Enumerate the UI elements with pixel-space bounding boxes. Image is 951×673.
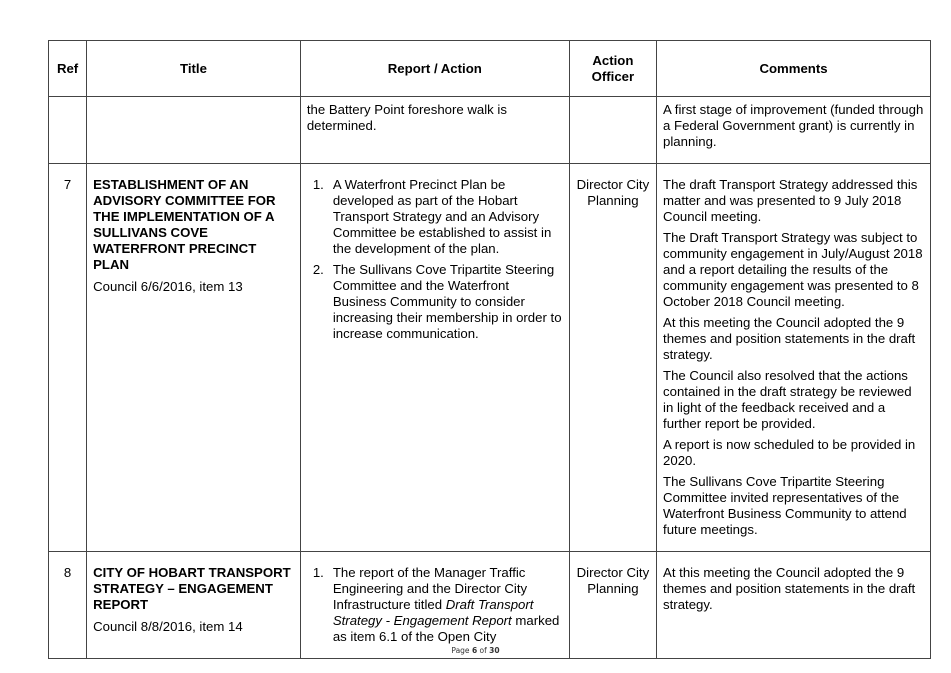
row-officer-cell <box>569 552 656 659</box>
row-title-cell <box>87 552 301 659</box>
action-item: 2. The Sullivans Cove Tripartite Steering Committee and the Waterfront Business Community to consider increasing their membership in order to increase communication. <box>312 262 562 341</box>
row-officer-cell <box>569 164 656 552</box>
action-item: 1. The report of the Manager Traffic Engineering and the Director City Infrastructure titled Draft Transport Strategy - Engagement Report marked as item 6.1 of the Open City <box>312 565 560 644</box>
action-text: the Battery Point foreshore walk is determined. <box>306 102 507 133</box>
comment-paragraph: The Sullivans Cove Tripartite Steering Committee invited representatives of the Waterfront Business Community to attend future meetings. <box>663 474 907 537</box>
comment-paragraph: A report is now scheduled to be provided in 2020. <box>663 437 916 468</box>
table-header-row <box>49 41 931 97</box>
row-title-cell <box>87 97 301 164</box>
action-officer: Director City Planning <box>576 177 650 208</box>
row-title-cell <box>87 164 301 552</box>
ref-number: 8 <box>63 565 72 580</box>
row-ref-cell <box>49 164 87 552</box>
item-title: ESTABLISHMENT OF AN ADVISORY COMMITTEE FOR THE IMPLEMENTATION OF A SULLIVANS COVE WATERFRONT PRECINCT PLAN <box>93 177 276 272</box>
ref-number: 7 <box>63 177 72 192</box>
row-ref-cell <box>49 552 87 659</box>
item-title: CITY OF HOBART TRANSPORT STRATEGY – ENGAGEMENT REPORT <box>93 565 291 612</box>
header-ref: Ref <box>49 41 87 97</box>
item-council-ref: Council 6/6/2016, item 13 <box>93 279 243 294</box>
header-action-officer: Action Officer <box>569 41 656 97</box>
row-report-cell <box>300 164 569 552</box>
comment-paragraph: The draft Transport Strategy addressed this matter and was presented to 9 July 2018 Council meeting. <box>663 177 918 224</box>
page-number-footer: Page 6 of 30 <box>451 646 500 655</box>
action-list <box>307 177 563 342</box>
comment-paragraph: A first stage of improvement (funded through a Federal Government grant) is currently in planning. <box>663 102 924 149</box>
comment-paragraph: The Council also resolved that the actions contained in the draft strategy be reviewed in light of the feedback received and a further report be provided. <box>663 368 912 431</box>
row-comments-cell <box>657 552 931 659</box>
comment-paragraph: At this meeting the Council adopted the 9 themes and position statements in the draft strategy. <box>663 315 916 362</box>
action-item: 1. A Waterfront Precinct Plan be developed as part of the Hobart Transport Strategy and an Advisory Committee be established to assist in the development of the plan. <box>312 177 552 256</box>
row-report-cell <box>300 552 569 659</box>
header-comments: Comments <box>657 41 931 97</box>
row-ref-cell <box>49 97 87 164</box>
item-council-ref: Council 8/8/2016, item 14 <box>93 619 243 634</box>
comment-paragraph: The Draft Transport Strategy was subject to community engagement in July/August 2018 and a report detailing the results of the community engagement was presented to 8 October 2018 Council meeting. <box>663 230 923 309</box>
row-comments-cell <box>657 97 931 164</box>
table-row <box>49 552 931 659</box>
table-row <box>49 97 931 164</box>
header-title: Title <box>87 41 301 97</box>
comment-paragraph: At this meeting the Council adopted the 9 themes and position statements in the draft strategy. <box>663 565 916 612</box>
row-officer-cell <box>569 97 656 164</box>
header-report-action: Report / Action <box>300 41 569 97</box>
row-comments-cell <box>657 164 931 552</box>
action-list <box>307 565 563 645</box>
table-row <box>49 164 931 552</box>
council-actions-table <box>48 40 931 659</box>
action-officer: Director City Planning <box>576 565 650 596</box>
row-report-cell <box>300 97 569 164</box>
